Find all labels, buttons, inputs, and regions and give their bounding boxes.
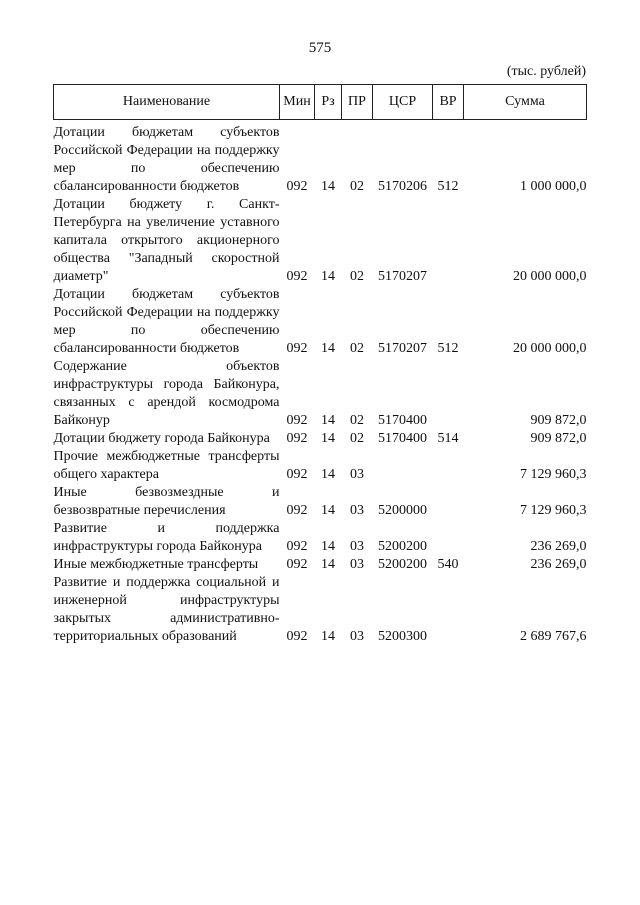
row-name: Прочие межбюджетные трансферты общего характера (53, 449, 280, 482)
row-name: Развитие и поддержка инфраструктуры города Байконура (53, 521, 280, 554)
row-sum: 236 269,0 (530, 539, 587, 554)
row-min: 092 (286, 341, 308, 356)
row-name: Иные межбюджетные трансферты (53, 557, 259, 572)
row-csr: 5170207 (378, 269, 427, 284)
row-rz: 14 (321, 503, 335, 518)
table-header-row (54, 85, 587, 120)
row-pr: 03 (350, 503, 364, 518)
row-sum: 1 000 000,0 (520, 179, 587, 194)
row-rz: 14 (321, 413, 335, 428)
row-sum: 909 872,0 (530, 413, 587, 428)
row-name: Дотации бюджету г. Санкт-Петербурга на увеличение уставного капитала открытого акционерного общества "Западный скоростной диаметр" (53, 197, 280, 284)
row-vr: 512 (437, 179, 459, 194)
row-csr: 5170207 (378, 341, 427, 356)
header-name: Наименование (54, 85, 280, 120)
table-row (54, 520, 587, 556)
row-min: 092 (286, 557, 308, 572)
row-vr: 512 (437, 341, 459, 356)
row-name: Дотации бюджету города Байконура (53, 431, 270, 446)
row-sum: 7 129 960,3 (520, 503, 587, 518)
row-sum: 7 129 960,3 (520, 467, 587, 482)
row-min: 092 (286, 503, 308, 518)
budget-table (53, 84, 587, 646)
row-rz: 14 (321, 179, 335, 194)
header-rz: Рз (315, 85, 342, 120)
row-pr: 02 (350, 431, 364, 446)
row-min: 092 (286, 629, 308, 644)
row-name: Содержание объектов инфраструктуры города Байконура, связанных с арендой космодрома Байконур (53, 359, 280, 428)
row-pr: 03 (350, 467, 364, 482)
row-csr: 5170400 (378, 431, 427, 446)
row-csr: 5170400 (378, 413, 427, 428)
row-vr (433, 448, 464, 484)
row-pr: 02 (350, 179, 364, 194)
row-sum: 20 000 000,0 (513, 341, 587, 356)
row-sum: 236 269,0 (530, 557, 587, 572)
row-min: 092 (286, 539, 308, 554)
row-name: Развитие и поддержка социальной и инженерной инфраструктуры закрытых административно-территориальных образований (53, 575, 280, 644)
table-row (54, 124, 587, 196)
row-sum: 2 689 767,6 (520, 629, 587, 644)
row-name: Дотации бюджетам субъектов Российской Федерации на поддержку мер по обеспечению сбалансированности бюджетов (53, 125, 280, 194)
row-rz: 14 (321, 269, 335, 284)
units-label: (тыс. рублей) (506, 64, 586, 79)
row-min: 092 (286, 413, 308, 428)
table-row (54, 196, 587, 286)
header-min: Мин (280, 85, 315, 120)
row-csr: 5200300 (378, 629, 427, 644)
table-row (54, 430, 587, 448)
row-min: 092 (286, 431, 308, 446)
row-csr: 5200200 (378, 557, 427, 572)
row-sum: 20 000 000,0 (513, 269, 587, 284)
row-rz: 14 (321, 629, 335, 644)
table-row (54, 484, 587, 520)
table-row (54, 556, 587, 574)
table-row (54, 574, 587, 646)
header-vr: ВР (433, 85, 464, 120)
row-vr (433, 196, 464, 286)
row-vr: 514 (437, 431, 459, 446)
row-name: Дотации бюджетам субъектов Российской Федерации на поддержку мер по обеспечению сбалансированности бюджетов (53, 287, 280, 356)
row-rz: 14 (321, 341, 335, 356)
row-pr: 03 (350, 629, 364, 644)
header-sum: Сумма (464, 85, 587, 120)
row-pr: 03 (350, 539, 364, 554)
row-name: Иные безвозмездные и безвозвратные перечисления (53, 485, 280, 518)
row-csr: 5200000 (378, 503, 427, 518)
row-rz: 14 (321, 557, 335, 572)
header-pr: ПР (342, 85, 373, 120)
row-min: 092 (286, 269, 308, 284)
row-vr: 540 (437, 557, 459, 572)
row-vr (433, 574, 464, 646)
row-pr: 02 (350, 341, 364, 356)
row-rz: 14 (321, 431, 335, 446)
row-sum: 909 872,0 (530, 431, 587, 446)
row-vr (433, 520, 464, 556)
row-vr (433, 358, 464, 430)
row-pr: 02 (350, 413, 364, 428)
row-pr: 02 (350, 269, 364, 284)
table-row (54, 286, 587, 358)
row-min: 092 (286, 179, 308, 194)
row-rz: 14 (321, 539, 335, 554)
table-row (54, 448, 587, 484)
row-csr: 5170206 (378, 179, 427, 194)
table-row (54, 358, 587, 430)
row-rz: 14 (321, 467, 335, 482)
row-vr (433, 484, 464, 520)
page-number: 575 (308, 40, 332, 56)
row-pr: 03 (350, 557, 364, 572)
row-csr (373, 448, 433, 484)
header-csr: ЦСР (373, 85, 433, 120)
row-csr: 5200200 (378, 539, 427, 554)
row-min: 092 (286, 467, 308, 482)
